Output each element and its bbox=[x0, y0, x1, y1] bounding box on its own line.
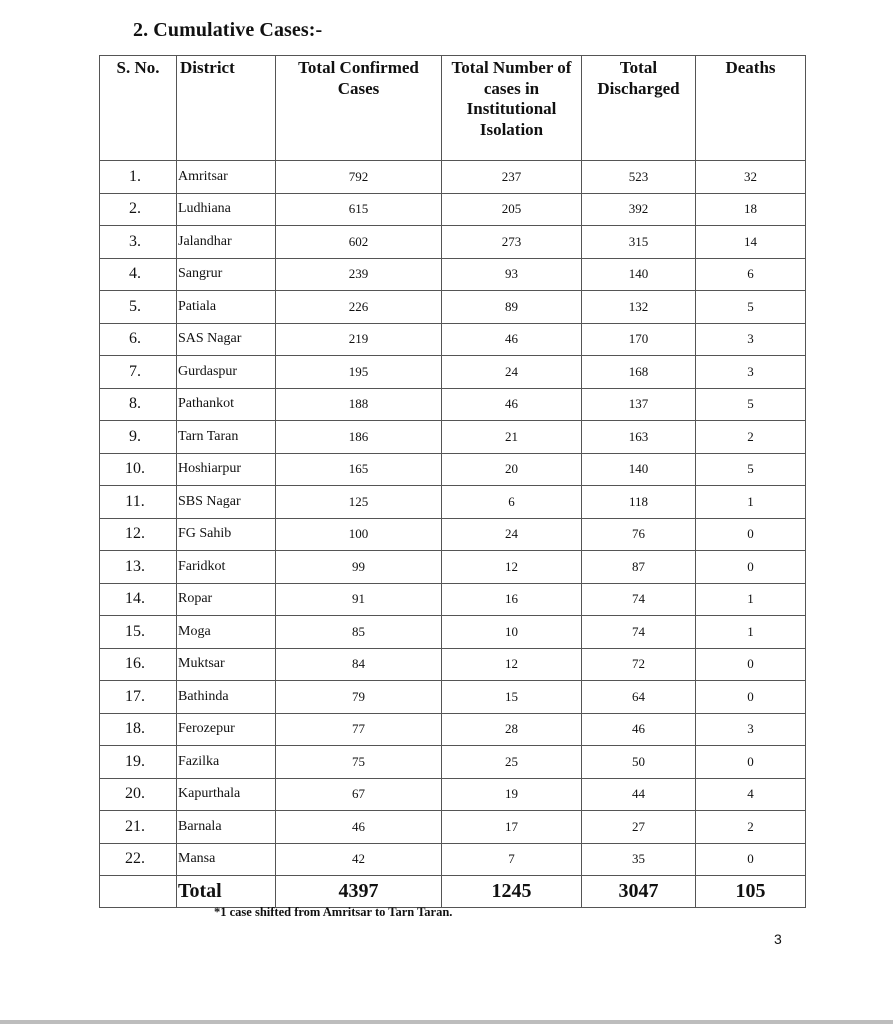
row-number: 16. bbox=[100, 648, 177, 681]
table-row bbox=[100, 681, 806, 714]
district-name: Bathinda bbox=[177, 681, 276, 714]
header-sno: S. No. bbox=[100, 56, 177, 161]
deaths-cell: 0 bbox=[696, 746, 806, 779]
discharged-cell: 46 bbox=[582, 713, 696, 746]
discharged-cell: 76 bbox=[582, 518, 696, 551]
district-name: Sangrur bbox=[177, 258, 276, 291]
isolation-cell: 46 bbox=[442, 388, 582, 421]
row-number: 3. bbox=[100, 226, 177, 259]
isolation-cell: 6 bbox=[442, 486, 582, 519]
isolation-cell: 24 bbox=[442, 356, 582, 389]
discharged-cell: 137 bbox=[582, 388, 696, 421]
confirmed-cell: 77 bbox=[276, 713, 442, 746]
cumulative-cases-table bbox=[99, 55, 806, 908]
isolation-cell: 93 bbox=[442, 258, 582, 291]
confirmed-cell: 186 bbox=[276, 421, 442, 454]
row-number: 13. bbox=[100, 551, 177, 584]
total-discharged: 3047 bbox=[582, 876, 696, 908]
district-name: Ferozepur bbox=[177, 713, 276, 746]
table-row bbox=[100, 388, 806, 421]
total-row bbox=[100, 876, 806, 908]
isolation-cell: 20 bbox=[442, 453, 582, 486]
table-row bbox=[100, 453, 806, 486]
district-name: Mansa bbox=[177, 843, 276, 876]
deaths-cell: 1 bbox=[696, 583, 806, 616]
header-row bbox=[100, 56, 806, 161]
row-number: 17. bbox=[100, 681, 177, 714]
row-number: 2. bbox=[100, 193, 177, 226]
confirmed-cell: 195 bbox=[276, 356, 442, 389]
total-deaths: 105 bbox=[696, 876, 806, 908]
table-row bbox=[100, 843, 806, 876]
table-row bbox=[100, 161, 806, 194]
confirmed-cell: 219 bbox=[276, 323, 442, 356]
confirmed-cell: 239 bbox=[276, 258, 442, 291]
confirmed-cell: 46 bbox=[276, 811, 442, 844]
confirmed-cell: 91 bbox=[276, 583, 442, 616]
table-row bbox=[100, 193, 806, 226]
discharged-cell: 118 bbox=[582, 486, 696, 519]
confirmed-cell: 75 bbox=[276, 746, 442, 779]
table-row bbox=[100, 713, 806, 746]
deaths-cell: 3 bbox=[696, 713, 806, 746]
discharged-cell: 392 bbox=[582, 193, 696, 226]
table-row bbox=[100, 226, 806, 259]
table-row bbox=[100, 518, 806, 551]
confirmed-cell: 99 bbox=[276, 551, 442, 584]
deaths-cell: 0 bbox=[696, 843, 806, 876]
isolation-cell: 17 bbox=[442, 811, 582, 844]
discharged-cell: 74 bbox=[582, 583, 696, 616]
discharged-cell: 132 bbox=[582, 291, 696, 324]
row-number: 18. bbox=[100, 713, 177, 746]
table-row bbox=[100, 323, 806, 356]
district-name: Fazilka bbox=[177, 746, 276, 779]
header-district: District bbox=[177, 56, 276, 161]
row-number: 8. bbox=[100, 388, 177, 421]
district-name: Moga bbox=[177, 616, 276, 649]
row-number: 19. bbox=[100, 746, 177, 779]
confirmed-cell: 165 bbox=[276, 453, 442, 486]
district-name: Ropar bbox=[177, 583, 276, 616]
district-name: Faridkot bbox=[177, 551, 276, 584]
discharged-cell: 50 bbox=[582, 746, 696, 779]
isolation-cell: 46 bbox=[442, 323, 582, 356]
deaths-cell: 1 bbox=[696, 486, 806, 519]
deaths-cell: 32 bbox=[696, 161, 806, 194]
table-row bbox=[100, 551, 806, 584]
confirmed-cell: 602 bbox=[276, 226, 442, 259]
row-number: 20. bbox=[100, 778, 177, 811]
page-number: 3 bbox=[774, 931, 782, 947]
deaths-cell: 0 bbox=[696, 551, 806, 584]
table-row bbox=[100, 258, 806, 291]
deaths-cell: 1 bbox=[696, 616, 806, 649]
isolation-cell: 237 bbox=[442, 161, 582, 194]
deaths-cell: 6 bbox=[696, 258, 806, 291]
table-row bbox=[100, 811, 806, 844]
discharged-cell: 163 bbox=[582, 421, 696, 454]
header-deaths: Deaths bbox=[696, 56, 806, 161]
confirmed-cell: 792 bbox=[276, 161, 442, 194]
row-number: 6. bbox=[100, 323, 177, 356]
table-row bbox=[100, 616, 806, 649]
deaths-cell: 18 bbox=[696, 193, 806, 226]
table-row bbox=[100, 778, 806, 811]
row-number: 10. bbox=[100, 453, 177, 486]
deaths-cell: 5 bbox=[696, 291, 806, 324]
isolation-cell: 16 bbox=[442, 583, 582, 616]
deaths-cell: 5 bbox=[696, 388, 806, 421]
isolation-cell: 273 bbox=[442, 226, 582, 259]
total-isolation: 1245 bbox=[442, 876, 582, 908]
discharged-cell: 523 bbox=[582, 161, 696, 194]
district-name: SBS Nagar bbox=[177, 486, 276, 519]
discharged-cell: 74 bbox=[582, 616, 696, 649]
district-name: Amritsar bbox=[177, 161, 276, 194]
deaths-cell: 5 bbox=[696, 453, 806, 486]
table-row bbox=[100, 356, 806, 389]
deaths-cell: 4 bbox=[696, 778, 806, 811]
header-isolation: Total Number of cases in Institutional Isolation bbox=[442, 56, 582, 161]
isolation-cell: 7 bbox=[442, 843, 582, 876]
isolation-cell: 25 bbox=[442, 746, 582, 779]
confirmed-cell: 100 bbox=[276, 518, 442, 551]
table-row bbox=[100, 291, 806, 324]
district-name: Hoshiarpur bbox=[177, 453, 276, 486]
isolation-cell: 24 bbox=[442, 518, 582, 551]
confirmed-cell: 85 bbox=[276, 616, 442, 649]
table-row bbox=[100, 648, 806, 681]
section-heading: 2. Cumulative Cases:- bbox=[133, 19, 323, 41]
row-number: 12. bbox=[100, 518, 177, 551]
row-number: 5. bbox=[100, 291, 177, 324]
row-number: 9. bbox=[100, 421, 177, 454]
district-name: Ludhiana bbox=[177, 193, 276, 226]
discharged-cell: 35 bbox=[582, 843, 696, 876]
district-name: Pathankot bbox=[177, 388, 276, 421]
total-label: Total bbox=[177, 876, 276, 908]
confirmed-cell: 188 bbox=[276, 388, 442, 421]
isolation-cell: 205 bbox=[442, 193, 582, 226]
discharged-cell: 44 bbox=[582, 778, 696, 811]
confirmed-cell: 42 bbox=[276, 843, 442, 876]
table-row bbox=[100, 486, 806, 519]
table-body bbox=[100, 161, 806, 876]
district-name: Muktsar bbox=[177, 648, 276, 681]
district-name: Gurdaspur bbox=[177, 356, 276, 389]
row-number: 15. bbox=[100, 616, 177, 649]
isolation-cell: 12 bbox=[442, 648, 582, 681]
isolation-cell: 15 bbox=[442, 681, 582, 714]
total-sno-cell bbox=[100, 876, 177, 908]
deaths-cell: 2 bbox=[696, 421, 806, 454]
row-number: 4. bbox=[100, 258, 177, 291]
discharged-cell: 72 bbox=[582, 648, 696, 681]
isolation-cell: 89 bbox=[442, 291, 582, 324]
row-number: 1. bbox=[100, 161, 177, 194]
isolation-cell: 19 bbox=[442, 778, 582, 811]
row-number: 7. bbox=[100, 356, 177, 389]
discharged-cell: 170 bbox=[582, 323, 696, 356]
confirmed-cell: 79 bbox=[276, 681, 442, 714]
confirmed-cell: 84 bbox=[276, 648, 442, 681]
deaths-cell: 0 bbox=[696, 681, 806, 714]
deaths-cell: 14 bbox=[696, 226, 806, 259]
isolation-cell: 12 bbox=[442, 551, 582, 584]
deaths-cell: 3 bbox=[696, 356, 806, 389]
confirmed-cell: 226 bbox=[276, 291, 442, 324]
bottom-divider bbox=[0, 1020, 893, 1024]
district-name: Patiala bbox=[177, 291, 276, 324]
deaths-cell: 0 bbox=[696, 648, 806, 681]
district-name: Tarn Taran bbox=[177, 421, 276, 454]
total-confirmed: 4397 bbox=[276, 876, 442, 908]
district-name: Kapurthala bbox=[177, 778, 276, 811]
isolation-cell: 28 bbox=[442, 713, 582, 746]
header-discharged: Total Discharged bbox=[582, 56, 696, 161]
discharged-cell: 168 bbox=[582, 356, 696, 389]
table-row bbox=[100, 421, 806, 454]
confirmed-cell: 67 bbox=[276, 778, 442, 811]
deaths-cell: 2 bbox=[696, 811, 806, 844]
header-confirmed: Total Confirmed Cases bbox=[276, 56, 442, 161]
isolation-cell: 10 bbox=[442, 616, 582, 649]
district-name: FG Sahib bbox=[177, 518, 276, 551]
discharged-cell: 315 bbox=[582, 226, 696, 259]
discharged-cell: 87 bbox=[582, 551, 696, 584]
deaths-cell: 3 bbox=[696, 323, 806, 356]
district-name: Jalandhar bbox=[177, 226, 276, 259]
confirmed-cell: 615 bbox=[276, 193, 442, 226]
isolation-cell: 21 bbox=[442, 421, 582, 454]
district-name: SAS Nagar bbox=[177, 323, 276, 356]
row-number: 22. bbox=[100, 843, 177, 876]
deaths-cell: 0 bbox=[696, 518, 806, 551]
discharged-cell: 140 bbox=[582, 258, 696, 291]
row-number: 21. bbox=[100, 811, 177, 844]
district-name: Barnala bbox=[177, 811, 276, 844]
discharged-cell: 64 bbox=[582, 681, 696, 714]
table-row bbox=[100, 746, 806, 779]
row-number: 14. bbox=[100, 583, 177, 616]
discharged-cell: 27 bbox=[582, 811, 696, 844]
table-row bbox=[100, 583, 806, 616]
row-number: 11. bbox=[100, 486, 177, 519]
footnote: *1 case shifted from Amritsar to Tarn Taran. bbox=[214, 905, 453, 919]
confirmed-cell: 125 bbox=[276, 486, 442, 519]
discharged-cell: 140 bbox=[582, 453, 696, 486]
